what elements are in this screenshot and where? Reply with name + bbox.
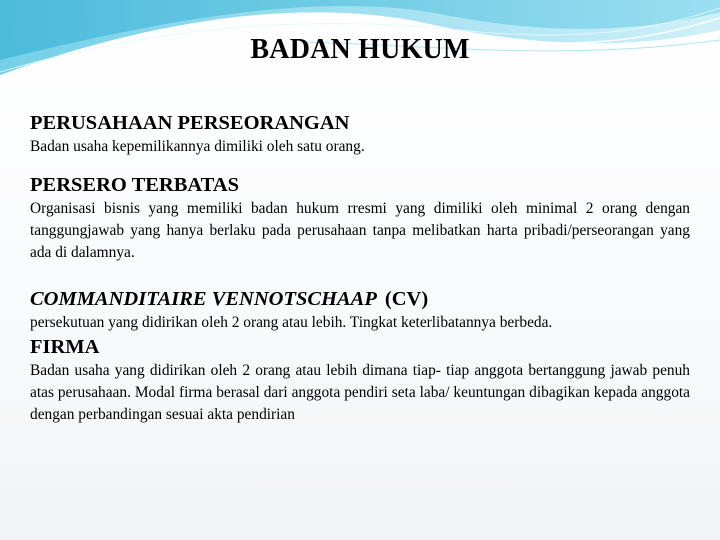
section-body: Badan usaha kepemilikannya dimiliki oleh satu orang. bbox=[30, 138, 365, 155]
section-perusahaan-perseorangan bbox=[30, 110, 690, 158]
section-body: Organisasi bisnis yang memiliki badan hukum rresmi yang dimiliki oleh minimal 2 orang dengan tanggungjawab yang hanya berlaku pada perusahaan tanpa melibatkan harta pribadi/perseorangan yang ada di dalamnya. bbox=[30, 200, 690, 261]
heading-main: COMMANDITAIRE VENNOTSCHAAP bbox=[30, 288, 377, 310]
section-heading-cv bbox=[30, 286, 690, 312]
section-firma bbox=[30, 334, 690, 426]
heading-suffix: (CV) bbox=[384, 288, 429, 310]
section-heading: FIRMA bbox=[30, 336, 100, 358]
section-commanditaire-vennotschaap bbox=[30, 286, 690, 334]
slide-title: BADAN HUKUM bbox=[250, 34, 470, 65]
section-body: persekutuan yang didirikan oleh 2 orang atau lebih. Tingkat keterlibatannya berbeda. bbox=[30, 314, 553, 331]
section-body: Badan usaha yang didirikan oleh 2 orang atau lebih dimana tiap- tiap anggota bertanggung jawab penuh atas perusahaan. Modal firma berasal dari anggota pendiri seta laba/ keuntungan dibagikan kepada anggota dengan perbandingan sesuai akta pendirian bbox=[30, 362, 690, 423]
section-heading: PERUSAHAAN PERSEORANGAN bbox=[30, 112, 350, 134]
slide-content bbox=[30, 110, 690, 426]
section-heading: PERSERO TERBATAS bbox=[30, 174, 240, 196]
section-persero-terbatas bbox=[30, 172, 690, 264]
